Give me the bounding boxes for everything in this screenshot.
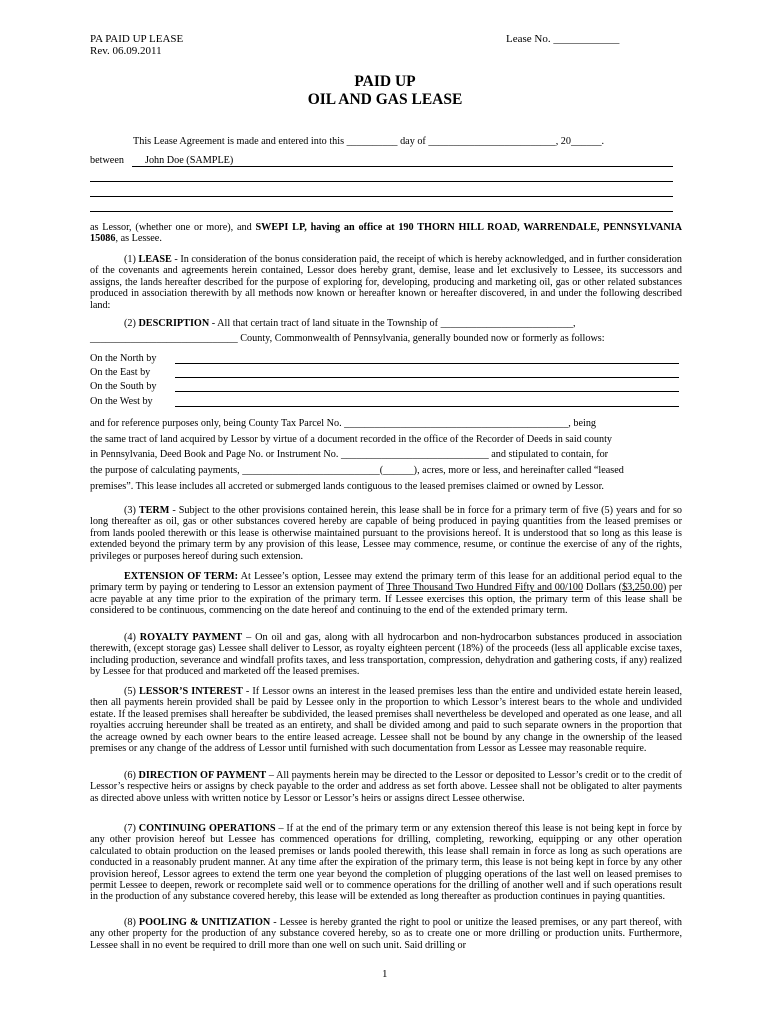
section-text: - Lessee is hereby granted the right to pool or unitize the leased premises, or any part thereof, with any other property for the production of any substance covered hereby, so as to create one or more drilling or production units. Furthermore, Lessee shall in no event be required to drill more than one well on such unit. Said drilling or (90, 917, 682, 951)
section-direction-payment (90, 770, 682, 804)
title-line-2: OIL AND GAS LEASE (307, 91, 463, 108)
bound-north-label: On the North by (90, 353, 157, 364)
section-heading: ROYALTY PAYMENT (139, 632, 243, 643)
lessor-prefix: as Lessor, (whether one or more), and (90, 222, 256, 233)
bound-west-label: On the West by (90, 396, 153, 407)
section-text: - In consideration of the bonus consideration paid, the receipt of which is hereby acknowledged, and in further consideration of the covenants and agreements herein contained, Lessor does hereby grant, demise, lease and let exclusively to Lessee, its successors and assigns, the lands hereafter described for the purpose of exploring for, developing, producing and marketing oil, gas or other related substances produced in association therewith by all methods now known or hereafter known or hereafter discovered, in and under the following described land: (90, 254, 682, 311)
section-heading: EXTENSION OF TERM: (124, 571, 238, 582)
lessor-blank-line-2 (90, 196, 673, 197)
section-text: – If at the end of the primary term or any extension thereof this lease is not being kept in force by any other provision hereof but Lessee has commenced operations for drilling, completing, reworking, equipping or any other operation calculated to obtain production on the leased premises or lands pooled therewith, this lease shall remain in force as long as such operations are conducted in a reasonably prudent manner. At any time after the expiration of the primary term, this lease is not being kept in force by any other provision hereof, Lessor agrees to extend the term one year beyond the completion of plugging operations of the last well on leased premises to permit Lessee to deepen, rework or recomplete said well or to commence operations for the drilling of another well and if such operations result in the production of any substance covered hereby, this lease will be extended as long thereafter as production continues in paying quantities. (90, 823, 682, 903)
revision-date: Rev. 06.09.2011 (90, 45, 162, 57)
section-number: (4) (124, 632, 140, 643)
parcel-line-1: and for reference purposes only, being County Tax Parcel No. ____________________________________________, being (90, 418, 597, 429)
agreement-line: This Lease Agreement is made and entered into this __________ day of _________________________, 20______. (133, 136, 605, 147)
section-text: – All payments herein may be directed to the Lessor or deposited to Lessor’s credit or to the credit of Lessor’s respective heirs or assigns by check payable to the order and address as set forth above. Lessee shall not be obligated to alter payments as directed above unless with written notice by Lessor or Lessor’s heirs or assigns direct Lessee otherwise. (90, 770, 682, 804)
section-number: (6) (124, 770, 139, 781)
section-heading: DESCRIPTION (138, 318, 210, 329)
section-lessor-interest (90, 686, 682, 754)
bound-west-line[interactable] (175, 406, 679, 407)
extension-amount: $3,250.00 (622, 582, 663, 594)
section-lease (90, 254, 682, 311)
lessee-name: SWEPI LP, having an office at 190 THORN HILL ROAD, WARRENDALE, PENNSYLVANIA 15086 (90, 222, 682, 245)
section-description-line1 (124, 318, 576, 329)
bound-north-line[interactable] (175, 363, 679, 364)
bound-south-label: On the South by (90, 381, 157, 392)
section-text: ) per acre payable at any time prior to the expiration of the primary term. If Lessee exercises this option, the primary term of this lease shall be considered to be continuous, commencing on the date hereof and continuing to the end of the extended primary term. (90, 582, 683, 617)
parcel-line-5: premises”. This lease includes all accreted or submerged lands contiguous to the leased premises claimed or owned by Lessor. (90, 481, 604, 492)
bound-south-line[interactable] (175, 391, 679, 392)
lessee-suffix: , as Lessee. (115, 233, 162, 245)
section-text: – On oil and gas, along with all hydrocarbon and non-hydrocarbon substances produced in association therewith, (except storage gas) Lessee shall deliver to Lessor, as royalty eighteen percent (18%) of the proceeds (less all applicable excise taxes, including production, severance and windfall profits taxes, and less transportation, compression, dehydration and gathering costs, if any) realized by Lessee for that produced and marketed off the leased premises. (90, 632, 682, 678)
lease-number-field[interactable]: Lease No. ____________ (506, 33, 620, 45)
lessor-name-line (132, 166, 673, 167)
lessor-name: John Doe (SAMPLE) (145, 155, 234, 166)
bound-east-label: On the East by (90, 367, 151, 378)
section-heading: DIRECTION OF PAYMENT (138, 770, 267, 781)
section-number: (3) (124, 505, 139, 516)
section-number: (5) (124, 686, 139, 697)
parcel-line-3: in Pennsylvania, Deed Book and Page No. or Instrument No. _____________________________ and stipulated to contain, for (90, 449, 609, 460)
bound-east-line[interactable] (175, 377, 679, 378)
section-heading: POOLING & UNITIZATION (138, 917, 271, 928)
section-continuing-operations (90, 823, 682, 903)
section-text: - All that certain tract of land situate in the Township of __________________________, (209, 318, 576, 329)
extension-amount-words: Three Thousand Two Hundred Fifty and 00/100 (386, 582, 584, 594)
section-heading: LESSOR’S INTEREST (138, 686, 243, 697)
section-number: (7) (124, 823, 139, 834)
lessee-paragraph (90, 222, 682, 245)
section-text: At Lessee’s option, Lessee may extend the primary term of this lease for an additional period equal to the primary term by paying or tendering to Lessor an extension payment of (90, 571, 682, 594)
section-text: Dollars ( (583, 582, 623, 594)
section-text: - If Lessor owns an interest in the leased premises less than the entire and undivided estate herein leased, then all payments herein provided shall be paid by Lessee only in the proportion to which Lessor’s interest bears to the whole and undivided estate. If the leased premises shall hereafter be subdivided, the leased premises shall nevertheless be developed and operated as one lease, and all royalties accruing hereunder shall be treated as an entirety, and shall be divided among and paid to such separate owners in the proportion that the acreage owned by each owner bears to the entire leased acreage. Lessee shall not be bound by any change in the ownership of the leased premises or any change of the address of Lessor until furnished with such documentation from Lessor as Lessee may reasonable require. (90, 686, 682, 755)
section-extension (90, 571, 682, 617)
section-description-line2: _____________________________ County, Commonwealth of Pennsylvania, generally bounded now or formerly as follows: (90, 333, 605, 344)
section-royalty (90, 632, 682, 678)
section-number: (8) (124, 917, 139, 928)
section-heading: LEASE (138, 254, 172, 265)
section-text: - Subject to the other provisions contained herein, this lease shall be in force for a primary term of five (5) years and for so long thereafter as oil, gas or other substances covered hereby are capable of being produced in paying quantities from the leased premises or from lands pooled therewith or this lease is otherwise maintained pursuant to the provisions hereof. It is understood that so long as this lease is extended beyond the primary term by any provision of this lease, Lessee may commence, resume, or continue the exercise of any of the rights, privileges or purposes hereof during such extension. (90, 505, 682, 562)
title-line-1: PAID UP (354, 73, 416, 90)
section-number: (1) (124, 254, 139, 265)
section-number: (2) (124, 318, 139, 329)
parcel-line-4: the purpose of calculating payments, ___________________________(______), acres, more or less, and hereinafter called “leased (90, 465, 624, 476)
lessor-blank-line-3 (90, 211, 673, 212)
section-pooling (90, 917, 682, 951)
section-heading: TERM (138, 505, 170, 516)
parcel-line-2: the same tract of land acquired by Lessor by virtue of a document recorded in the office of the Recorder of Deeds in said county (90, 434, 613, 445)
between-label: between (90, 155, 124, 166)
section-heading: CONTINUING OPERATIONS (138, 823, 276, 834)
page-number: 1 (382, 968, 388, 980)
lessor-blank-line-1 (90, 181, 673, 182)
form-name: PA PAID UP LEASE (90, 33, 184, 45)
section-term (90, 505, 682, 562)
